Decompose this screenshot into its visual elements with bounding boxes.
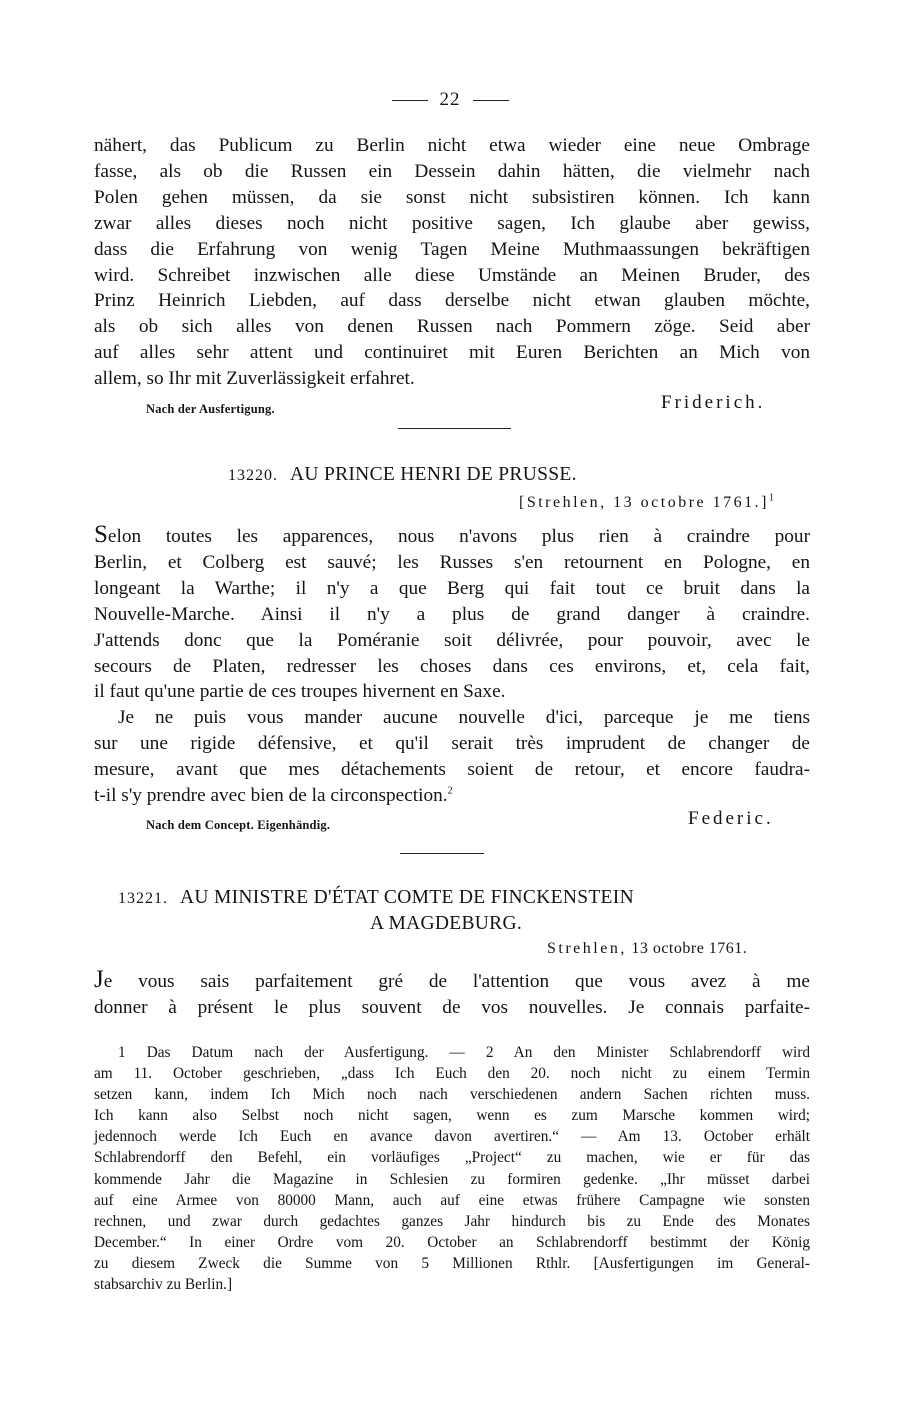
footnote-line: kommende Jahr die Magazine in Schlesien zu formiren gedenke. „Ihr müsset darbei bbox=[94, 1170, 810, 1188]
text-line: Prinz Heinrich Liebden, auf dass derselbe nicht etwan glauben möchte, bbox=[94, 290, 810, 312]
text-line: fasse, als ob die Russen ein Dessein dahin hätten, die vielmehr nach bbox=[94, 160, 810, 182]
text-line: Nouvelle-Marche. Ainsi il n'y a plus de grand danger à craindre. bbox=[94, 603, 810, 625]
letter-number: 13220. bbox=[228, 467, 278, 484]
footnote-line: auf eine Armee von 80000 Mann, auch auf eine etwas frühere Campagne wie sonsten bbox=[94, 1191, 810, 1209]
text-line: t-il s'y prendre avec bien de la circonspection.$^2$ bbox=[94, 785, 453, 807]
text-line: longeant la Warthe; il n'y a que Berg qui fait tout ce bruit dans la bbox=[94, 577, 810, 599]
text-line: il faut qu'une partie de ces troupes hivernent en Saxe. bbox=[94, 681, 506, 703]
text-line: mesure, avant que mes détachements soient de retour, et encore faudra- bbox=[94, 759, 810, 781]
letter-body bbox=[94, 967, 810, 1021]
initial-letter: S bbox=[94, 521, 108, 548]
source-note: Nach dem Concept. Eigenhändig. bbox=[146, 818, 331, 832]
text-line: auf alles sehr attent und continuiret mit Euren Berichten an Mich von bbox=[94, 342, 810, 364]
source-note: Nach der Ausfertigung. bbox=[146, 402, 275, 416]
text-line: dass die Erfahrung von wenig Tagen Meine Muthmaassungen bekräftigen bbox=[94, 238, 810, 260]
footnote-line: setzen kann, indem Ich Mich noch nach verschiedenen andern Sachen richten muss. bbox=[94, 1086, 810, 1104]
letter-heading bbox=[118, 887, 634, 909]
signature: Federic. bbox=[688, 808, 774, 829]
page-header bbox=[0, 88, 900, 112]
footnote-line: December.“ In einer Ordre vom 20. October an Schlabrendorff bestimmt der König bbox=[94, 1233, 810, 1251]
footnotes bbox=[94, 1042, 810, 1295]
text-line: J'attends donc que la Poméranie soit délivrée, pour pouvoir, avec le bbox=[94, 629, 810, 651]
text-line: Berlin, et Colberg est sauvé; les Russes s'en retournent en Pologne, en bbox=[94, 551, 810, 573]
footnote-line: jedennoch werde Ich Euch en avance davon avertiren.“ — Am 13. October erhält bbox=[94, 1128, 810, 1146]
footnote-mark: 1 bbox=[768, 492, 775, 504]
letter-title-line2: A MAGDEBURG. bbox=[370, 913, 523, 934]
header-dash-right bbox=[473, 100, 509, 101]
footnote-line: stabsarchiv zu Berlin.] bbox=[94, 1276, 233, 1294]
section-divider bbox=[400, 853, 484, 854]
text-line: Je vous sais parfaitement gré de l'attention que vous avez à me bbox=[94, 966, 810, 993]
footnote-line: Schlabrendorff den Befehl, ein vorläufiges „Project“ zu machen, wie er für das bbox=[94, 1149, 810, 1167]
page-number: 22 bbox=[439, 89, 461, 110]
footnote-line: zu diesem Zweck die Summe von 5 Millionen Rthlr. [Ausfertigungen im General- bbox=[94, 1254, 810, 1272]
letter-title: AU MINISTRE D'ÉTAT COMTE DE FINCKENSTEIN bbox=[180, 887, 634, 908]
text-line: zwar alles dieses noch nicht positive sagen, Ich glaube aber gewiss, bbox=[94, 212, 810, 234]
dateline: Strehlen, 13 octobre 1761. bbox=[547, 940, 748, 957]
footnote-line: am 11. October geschrieben, „dass Ich Euch den 20. noch nicht zu einem Termin bbox=[94, 1065, 810, 1083]
letter-title: AU PRINCE HENRI DE PRUSSE. bbox=[290, 464, 577, 485]
footnote-line: rechnen, und zwar durch gedachtes ganzes Jahr hindurch bis zu Ende des Monates bbox=[94, 1212, 810, 1230]
text-line: nähert, das Publicum zu Berlin nicht etwa wieder eine neue Ombrage bbox=[94, 135, 810, 156]
text-line: Selon toutes les apparences, nous n'avons plus rien à craindre pour bbox=[94, 521, 810, 548]
text-line: donner à présent le plus souvent de vos nouvelles. Je connais parfaite- bbox=[94, 996, 810, 1018]
letter-heading bbox=[228, 464, 577, 486]
footnote-line: 1 Das Datum nach der Ausfertigung. — 2 An den Minister Schlabrendorff wird bbox=[118, 1044, 810, 1061]
text-line: wird. Schreibet inzwischen alle diese Umstände an Meinen Bruder, des bbox=[94, 264, 810, 286]
signature: Friderich. bbox=[661, 392, 766, 413]
text-line: allem, so Ihr mit Zuverlässigkeit erfahret. bbox=[94, 368, 415, 390]
footnote-mark: 2 bbox=[447, 785, 453, 797]
section-divider bbox=[398, 428, 511, 429]
text-line: als ob sich alles von denen Russen nach Pommern zöge. Seid aber bbox=[94, 316, 810, 338]
footnote-line: Ich kann also Selbst noch nicht sagen, wenn es zum Marsche kommen wird; bbox=[94, 1107, 810, 1125]
text-line: Je ne puis vous mander aucune nouvelle d'ici, parceque je me tiens bbox=[118, 707, 810, 729]
text-line: Polen gehen müssen, da sie sonst nicht subsistiren können. Ich kann bbox=[94, 186, 810, 208]
text-line: secours de Platen, redresser les choses dans ces environs, et, cela fait, bbox=[94, 655, 810, 677]
letter-body bbox=[94, 522, 810, 809]
initial-letter: J bbox=[94, 966, 104, 993]
continuation-text bbox=[94, 133, 810, 392]
letter-number: 13221. bbox=[118, 890, 168, 907]
header-dash-left bbox=[392, 100, 428, 101]
dateline: [Strehlen, 13 octobre 1761.]$^1$ bbox=[519, 492, 775, 511]
text-line: sur une rigide défensive, et qu'il serait très imprudent de changer de bbox=[94, 733, 810, 755]
